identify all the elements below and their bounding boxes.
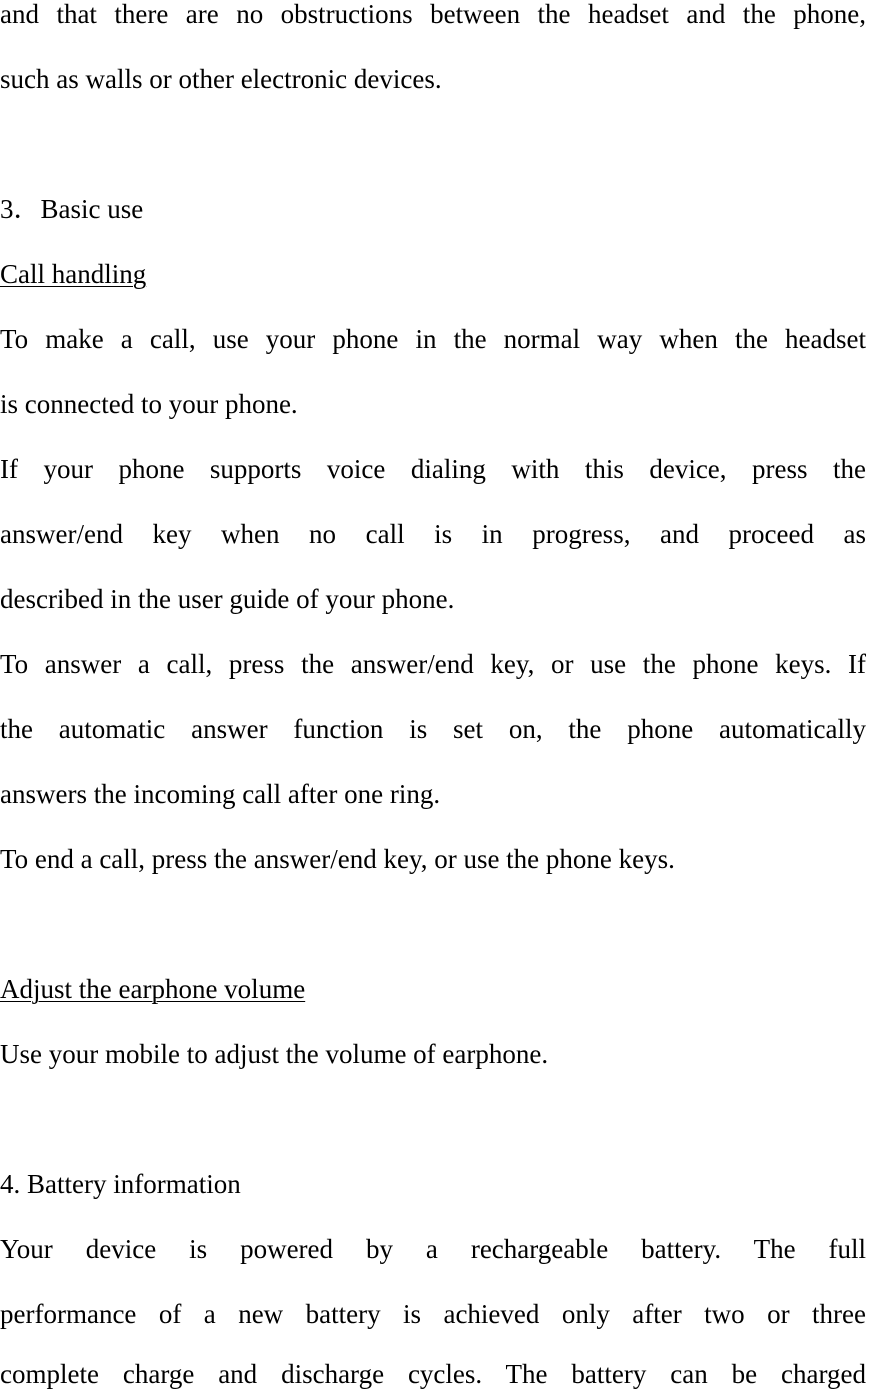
call-handling-p3-line-2: the automatic answer function is set on, the phone automatically [0, 714, 866, 744]
intro-line-1: and that there are no obstructions between the headset and the phone, [0, 0, 866, 29]
call-handling-p2-line-3: described in the user guide of your phone. [0, 584, 455, 614]
intro-line-2: such as walls or other electronic devices. [0, 64, 442, 94]
call-handling-p4-line-1: To end a call, press the answer/end key, or use the phone keys. [0, 844, 675, 874]
call-handling-p3-line-1: To answer a call, press the answer/end key, or use the phone keys. If [0, 649, 866, 679]
call-handling-p1-line-2: is connected to your phone. [0, 389, 298, 419]
call-handling-p1-line-1: To make a call, use your phone in the normal way when the headset [0, 324, 866, 354]
call-handling-p2-line-1: If your phone supports voice dialing with this device, press the [0, 454, 866, 484]
section-3-heading: 3．Basic use [0, 194, 144, 224]
battery-p1-line-1: Your device is powered by a rechargeable battery. The full [0, 1234, 866, 1264]
volume-p1-line-1: Use your mobile to adjust the volume of earphone. [0, 1039, 549, 1069]
battery-p1-line-3: complete charge and discharge cycles. The battery can be charged [0, 1359, 866, 1389]
call-handling-subheading [0, 256, 866, 292]
volume-subheading [0, 971, 866, 1007]
battery-p1-line-2: performance of a new battery is achieved only after two or three [0, 1299, 866, 1329]
volume-subheading-text: Adjust the earphone volume [0, 974, 306, 1004]
call-handling-p2-line-2: answer/end key when no call is in progress, and proceed as [0, 519, 866, 549]
section-4-heading: 4. Battery information [0, 1169, 241, 1199]
call-handling-subheading-text: Call handling [0, 259, 147, 289]
call-handling-p3-line-3: answers the incoming call after one ring. [0, 779, 441, 809]
